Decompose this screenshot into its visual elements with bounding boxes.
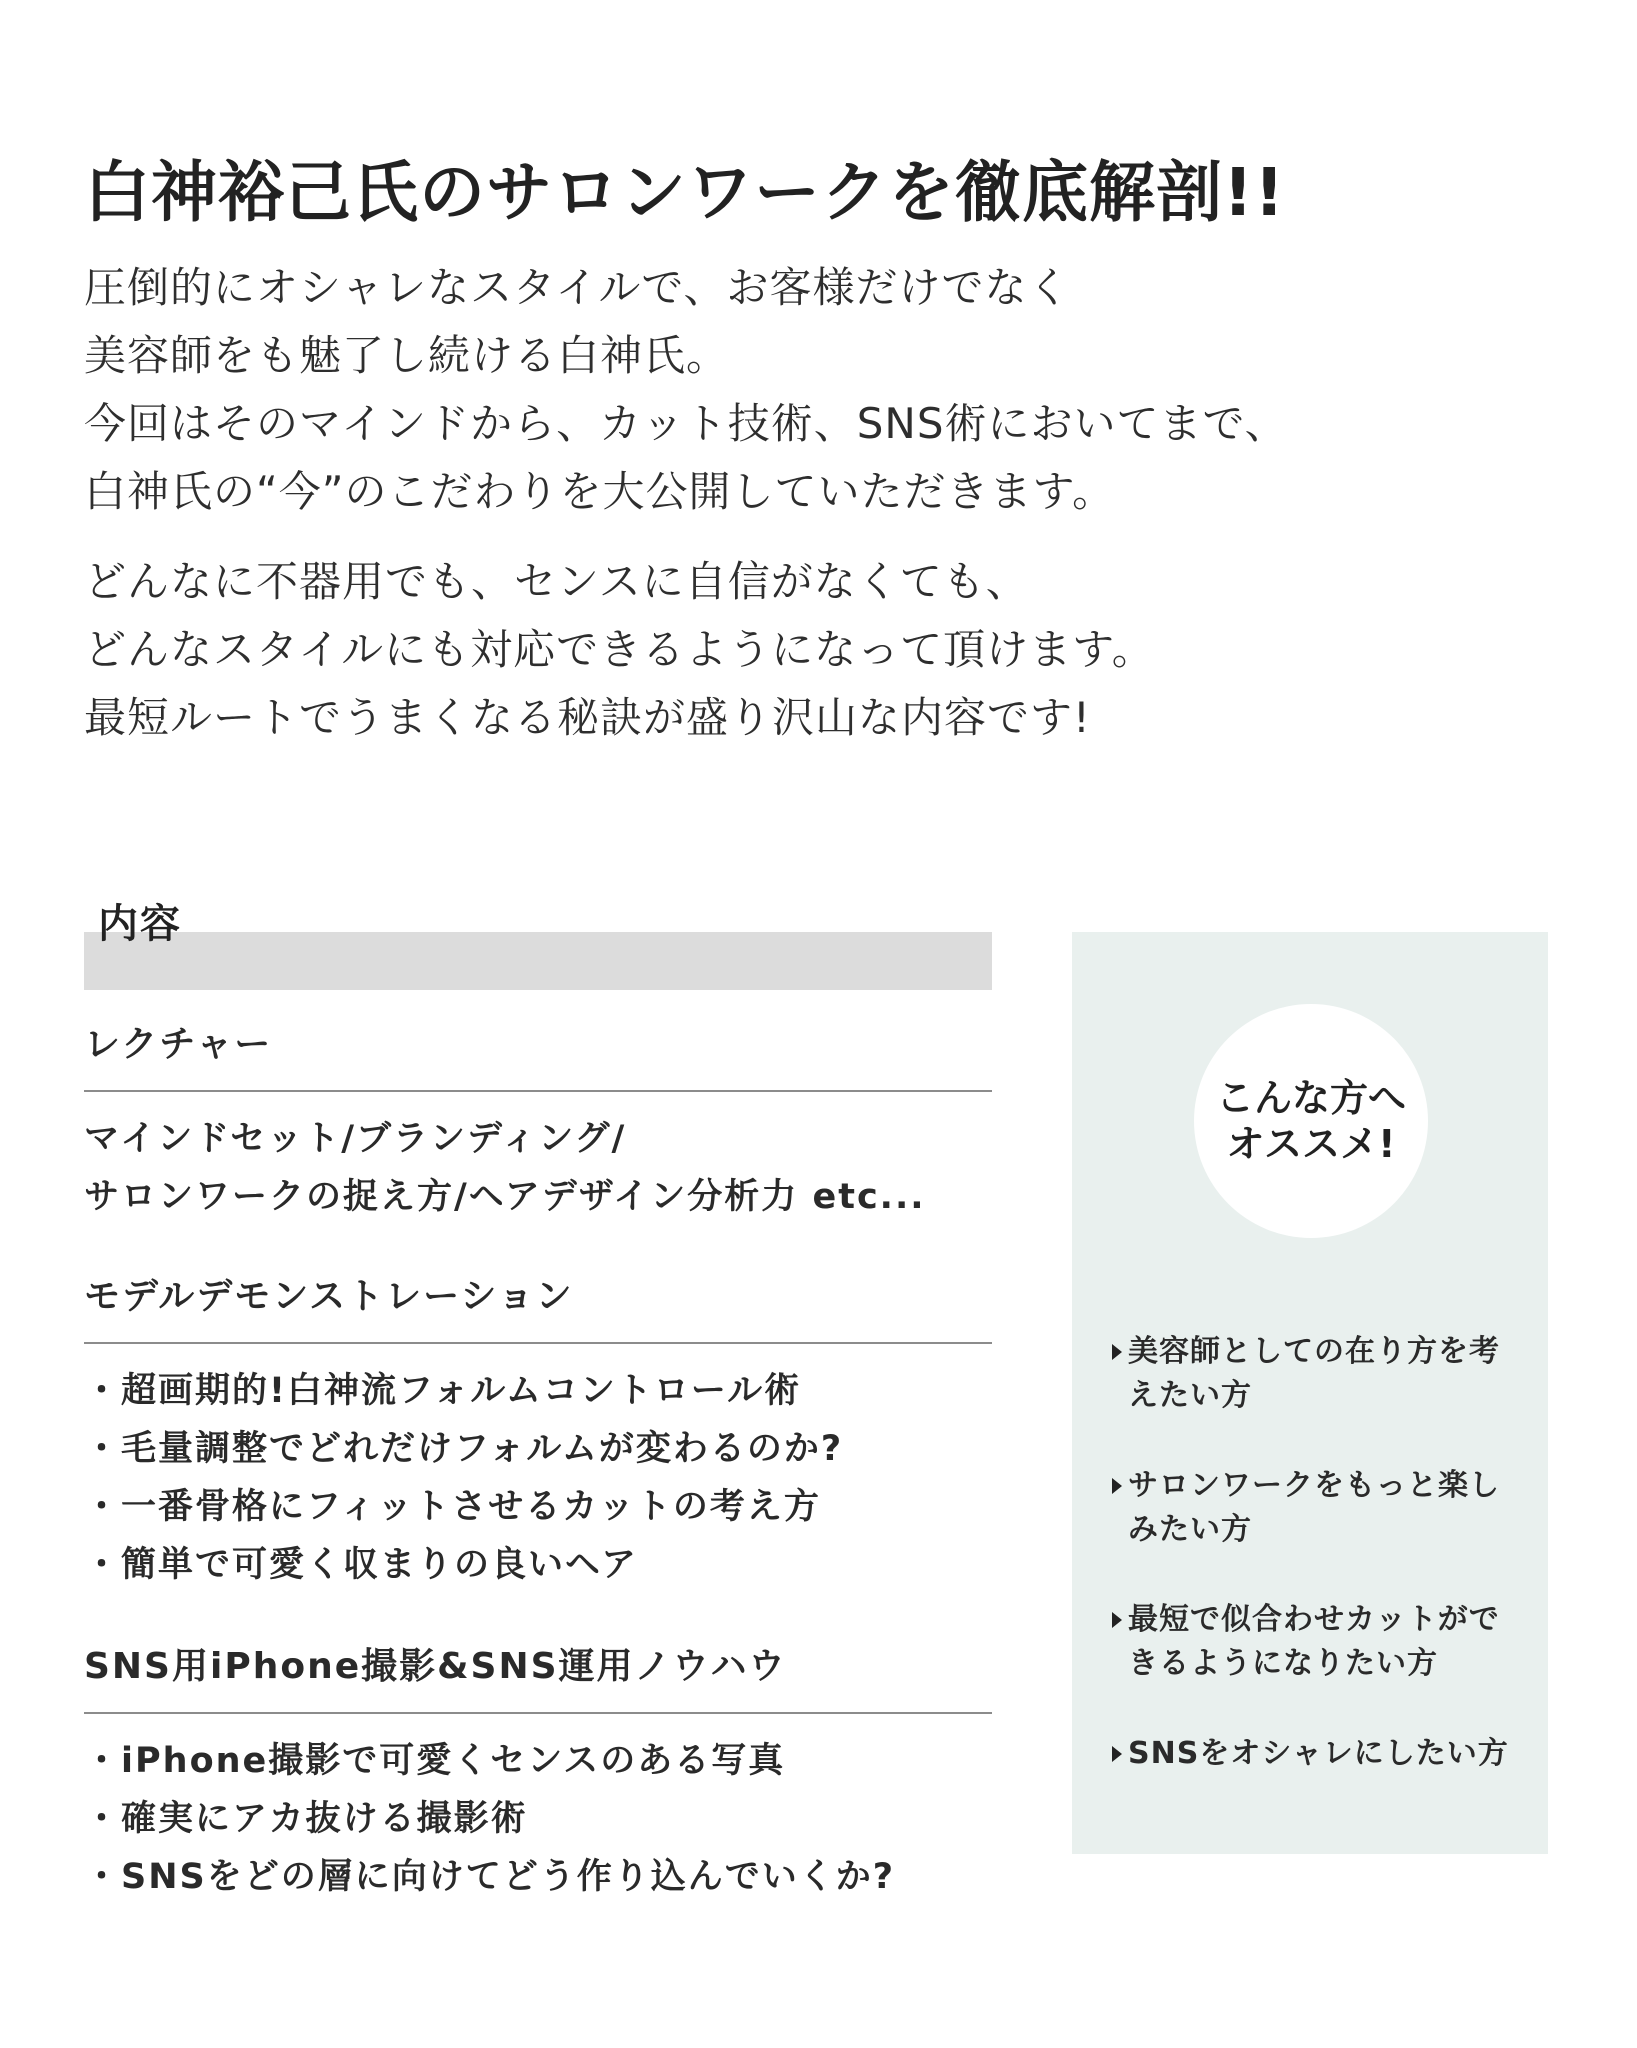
- contents-section: [84, 890, 992, 1897]
- intro-line: 最短ルートでうまくなる秘訣が盛り沢山な内容です!: [84, 693, 1091, 742]
- contents-header-bar: [84, 932, 992, 990]
- section-line: ・一番骨格にフィットさせるカットの考え方: [84, 1487, 821, 1527]
- recommend-item-text: SNSをオシャレにしたい方: [1128, 1736, 1509, 1771]
- section-line: ・簡単で可愛く収まりの良いヘア: [84, 1545, 638, 1585]
- section-body: [84, 1092, 992, 1226]
- triangle-bullet-icon: [1112, 1344, 1122, 1360]
- triangle-bullet-icon: [1112, 1478, 1122, 1494]
- section-body: [84, 1344, 992, 1594]
- intro-line: 白神氏の“今”のこだわりを大公開していただきます。: [84, 467, 1116, 516]
- intro-line: 今回はそのマインドから、カット技術、SNS術においてまで、: [84, 399, 1288, 448]
- section-title: レクチャー: [84, 1020, 992, 1092]
- section-line: ・毛量調整でどれだけフォルムが変わるのか?: [84, 1429, 844, 1469]
- contents-title: 内容: [98, 901, 182, 947]
- section-title: SNS用iPhone撮影&SNS運用ノウハウ: [84, 1642, 992, 1714]
- intro-paragraph-2: [84, 548, 1434, 752]
- badge-line: こんな方へ: [1215, 1076, 1406, 1120]
- recommend-box: [1072, 932, 1548, 1854]
- list-item: [1112, 1464, 1532, 1552]
- list-item: [1112, 1330, 1532, 1418]
- recommend-item-text: サロンワークをもっと楽しみたい方: [1128, 1468, 1500, 1547]
- section-model-demo: [84, 1272, 992, 1594]
- section-line: ・確実にアカ抜ける撮影術: [84, 1799, 528, 1839]
- recommend-list: [1112, 1330, 1532, 1822]
- list-item: [1112, 1732, 1532, 1776]
- triangle-bullet-icon: [1112, 1612, 1122, 1628]
- section-line: マインドセット/ブランディング/: [84, 1119, 627, 1159]
- section-line: ・SNSをどの層に向けてどう作り込んでいくか?: [84, 1857, 896, 1897]
- section-title: モデルデモンストレーション: [84, 1272, 992, 1344]
- section-body: [84, 1714, 992, 1906]
- intro-line: どんなに不器用でも、センスに自信がなくても、: [84, 557, 1029, 606]
- page-title: 白神裕己氏のサロンワークを徹底解剖!!: [84, 154, 1286, 231]
- intro-paragraph-1: [84, 254, 1434, 526]
- section-line: サロンワークの捉え方/ヘアデザイン分析力 etc...: [84, 1177, 926, 1217]
- triangle-bullet-icon: [1112, 1746, 1122, 1762]
- list-item: [1112, 1598, 1532, 1686]
- recommend-item-text: 美容師としての在り方を考えたい方: [1128, 1334, 1500, 1413]
- badge-line: オススメ!: [1226, 1122, 1396, 1166]
- intro-text: [84, 254, 1434, 752]
- intro-line: 美容師をも魅了し続ける白神氏。: [84, 331, 730, 380]
- recommend-item-text: 最短で似合わせカットができるようになりたい方: [1128, 1602, 1500, 1681]
- recommend-badge: [1194, 1004, 1428, 1238]
- section-lecture: [84, 1020, 992, 1226]
- intro-line: 圧倒的にオシャレなスタイルで、お客様だけでなく: [84, 263, 1071, 312]
- badge-text: [1211, 1075, 1411, 1167]
- section-line: ・超画期的!白神流フォルムコントロール術: [84, 1371, 802, 1411]
- contents-header: [84, 890, 992, 992]
- section-sns: [84, 1642, 992, 1906]
- section-line: ・iPhone撮影で可愛くセンスのある写真: [84, 1741, 786, 1781]
- intro-line: どんなスタイルにも対応できるようになって頂けます。: [84, 625, 1155, 674]
